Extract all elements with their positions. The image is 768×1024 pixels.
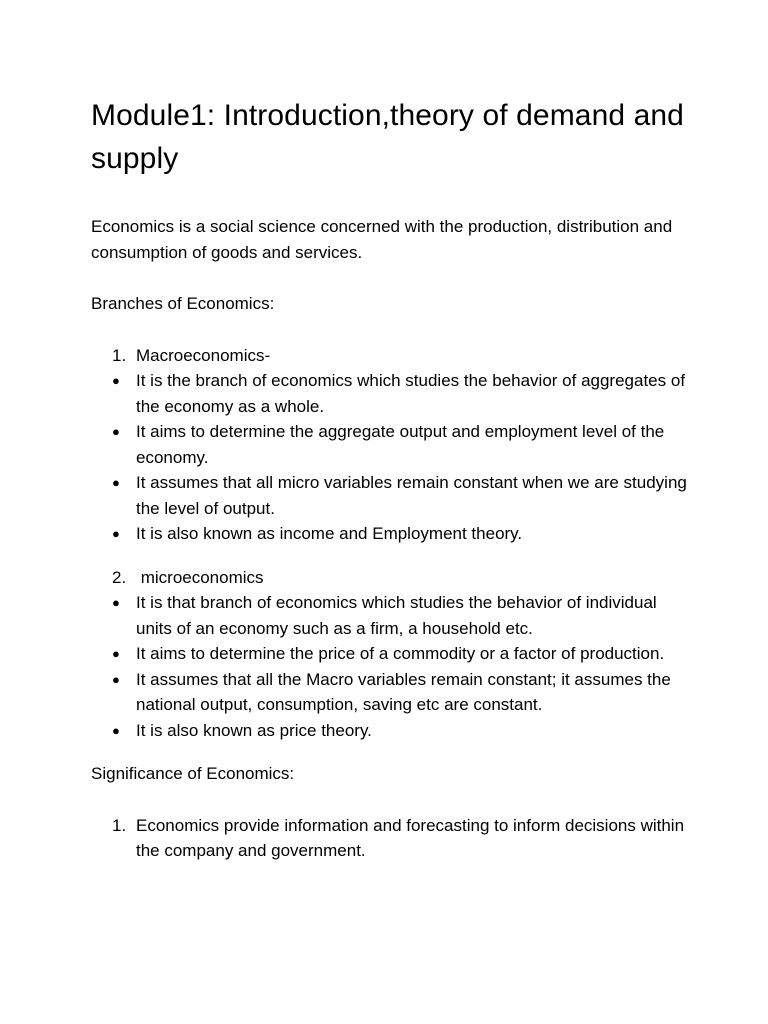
bullet-icon: ● [112,646,120,661]
bullet-icon: ● [112,671,120,687]
bullet-icon: ● [112,424,120,439]
list-item-text: It is the branch of economics which studies the behavior of aggregates of the economy as a whole. [136,371,686,416]
micro-bullet-list [91,590,691,743]
page-title: Module1: Introduction,theory of demand and supply [91,99,684,175]
list-item-text: It aims to determine the aggregate output and employment level of the economy. [136,422,665,467]
document-page [91,94,691,864]
significance-list [91,813,691,864]
branches-heading: Branches of Economics: [91,294,275,313]
list-item [91,470,691,521]
list-item [91,718,691,744]
bullet-icon: ● [112,526,120,541]
list-item-text: It is also known as income and Employment theory. [136,524,523,543]
list-item-text: It assumes that all micro variables remain constant when we are studying the level of output. [136,473,687,518]
list-number: 1. [112,345,127,365]
macroeconomics-section [91,343,691,547]
bullet-icon: ● [112,722,120,738]
list-item [91,368,691,419]
microeconomics-section [91,565,691,744]
list-item-text: It is that branch of economics which studies the behavior of individual units of an economy such as a firm, a household etc. [136,593,657,638]
macro-bullet-list [91,368,691,547]
list-number: 2. [112,567,127,587]
numbered-item-macroeconomics [91,343,691,369]
bullet-icon: ● [112,595,120,610]
bullet-icon: ● [112,475,120,490]
list-number: 1. [112,815,127,835]
list-item [91,667,691,718]
list-item [91,590,691,641]
bullet-icon: ● [112,373,120,388]
list-item-text: It assumes that all the Macro variables remain constant; it assumes the national output, consumption, saving etc are constant. [136,669,671,714]
list-item-text: It is also known as price theory. [136,720,372,740]
numbered-item-label: Macroeconomics- [136,345,271,365]
numbered-item-significance [91,813,691,864]
list-item [91,521,691,547]
list-item [91,641,691,667]
numbered-item-label: microeconomics [136,567,264,587]
significance-heading: Significance of Economics: [91,764,295,783]
intro-paragraph: Economics is a social science concerned with the production, distribution and consumption of goods and services. [91,217,673,262]
numbered-item-text: Economics provide information and forecasting to inform decisions within the company and government. [136,815,685,860]
numbered-item-microeconomics [91,565,691,591]
list-item [91,419,691,470]
list-item-text: It aims to determine the price of a commodity or a factor of production. [136,644,665,663]
